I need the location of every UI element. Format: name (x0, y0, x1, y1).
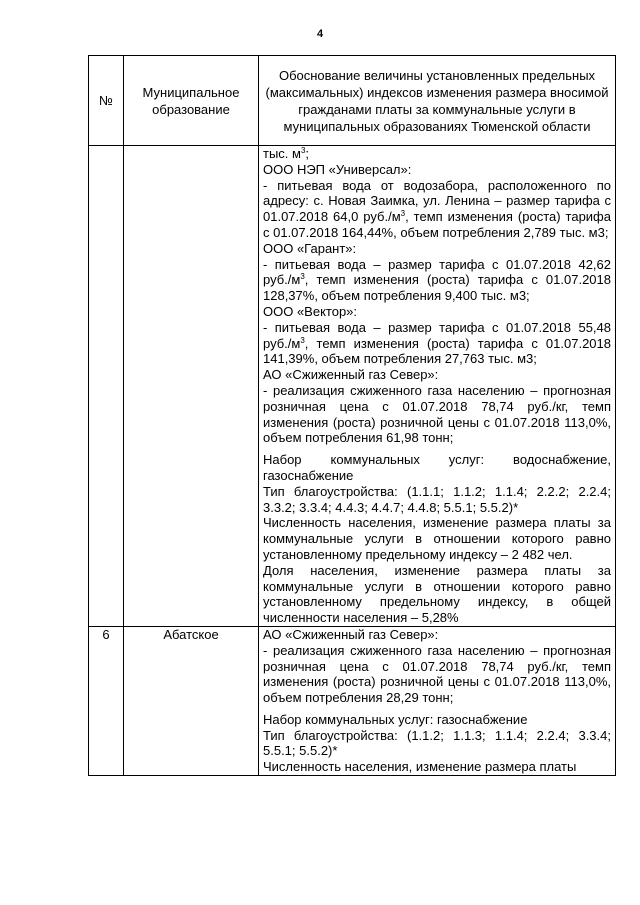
paragraph-text: - реализация сжиженного газа населению – прогнозная розничная цена с 01.07.2018 78,74 руб./кг, темп изменения (роста) розничной цены с 01.07.2018 113,0%, объем потребления 61,98 тонн; (263, 382, 611, 446)
paragraph-text: Доля населения, изменение размера платы за коммунальные услуги в отношении которого равно установленному предельному индексу, в общей численности населения – 5,28% (263, 562, 611, 626)
paragraph-text: - питьевая вода – размер тарифа с 01.07.2018 55,48 руб./м (263, 319, 611, 351)
paragraph-text: ООО «Вектор»: (263, 303, 358, 319)
paragraph-tail: ; (305, 146, 310, 161)
justification-paragraph (263, 383, 611, 446)
justification-paragraph (263, 320, 611, 367)
justification-paragraph (263, 367, 611, 383)
paragraph-text: Набор коммунальных услуг: водоснабжение, газоснабжение (263, 452, 611, 483)
justification-paragraph (263, 728, 611, 760)
justification-paragraph (263, 241, 611, 257)
paragraph-tail: , темп изменения (роста) тарифа с 01.07.2018 164,44%, объем потребления 2,789 тыс. м3; (263, 209, 611, 240)
paragraph-text: тыс. м (263, 146, 301, 161)
paragraph-text: - питьевая вода – размер тарифа с 01.07.2018 42,62 руб./м (263, 256, 611, 288)
justification-paragraph (263, 304, 611, 320)
justification-paragraph (263, 484, 611, 516)
table-header-row (89, 56, 616, 146)
table-row-prev (89, 146, 616, 627)
paragraph-text: АО «Сжиженный газ Север»: (263, 367, 439, 383)
justification-paragraph (263, 257, 611, 304)
justification-paragraph (263, 712, 611, 728)
justification-paragraph (263, 162, 611, 178)
tariff-table (88, 55, 616, 776)
paragraph-text: ООО «Гарант»: (263, 240, 357, 256)
justification-paragraph (263, 627, 611, 643)
paragraph-text: - реализация сжиженного газа населению – прогнозная розничная цена с 01.07.2018 78,74 руб./кг, темп изменения (роста) розничной цены с 01.07.2018 113,0%, объем потребления 28,29 тонн; (263, 642, 611, 706)
paragraph-text: Численность населения, изменение размера платы (263, 759, 577, 775)
row-6-num: 6 (89, 626, 124, 775)
justification-paragraph (263, 452, 611, 484)
row-prev-municipality (124, 146, 259, 627)
superscript: 3 (300, 272, 305, 282)
justification-paragraph (263, 643, 611, 706)
header-num: № (89, 56, 124, 146)
superscript: 3 (300, 146, 306, 155)
superscript: 3 (400, 209, 406, 219)
paragraph-tail: , темп изменения (роста) тарифа с 01.07.2018 141,39%, объем потребления 27,763 тыс. м3; (263, 335, 611, 367)
row-prev-justification (259, 146, 616, 627)
row-6-justification (259, 626, 616, 775)
paragraph-tail: , темп изменения (роста) тарифа с 01.07.2018 128,37%, объем потребления 9,400 тыс. м3; (263, 272, 611, 304)
paragraph-text: - питьевая вода от водозабора, расположенного по адресу: с. Новая Заимка, ул. Ленина – размер тарифа с 01.07.2018 64,0 руб./м (263, 177, 611, 225)
justification-paragraph (263, 178, 611, 241)
header-municipality: Муниципальное образование (124, 56, 259, 146)
paragraph-text: Тип благоустройства: (1.1.1; 1.1.2; 1.1.4; 2.2.2; 2.2.4; 3.3.2; 3.3.4; 4.4.3; 4.4.7; 4.4.8; 5.5.1; 5.5.2)* (263, 483, 611, 515)
justification-paragraph (263, 146, 611, 162)
paragraph-text: АО «Сжиженный газ Север»: (263, 626, 439, 642)
row-prev-num (89, 146, 124, 627)
header-justification: Обоснование величины установленных предельных (максимальных) индексов изменения размера вносимой гражданами платы за коммунальные услуги в муниципальных образованиях Тюменской области (259, 56, 616, 146)
justification-paragraph (263, 515, 611, 562)
justification-paragraph (263, 759, 611, 775)
paragraph-text: Тип благоустройства: (1.1.2; 1.1.3; 1.1.4; 2.2.4; 3.3.4; 5.5.1; 5.5.2)* (263, 727, 611, 759)
row-6-municipality: Абатское (124, 626, 259, 775)
page-number: 4 (316, 28, 324, 40)
paragraph-text: Набор коммунальных услуг: газоснабжение (263, 711, 528, 727)
justification-paragraph (263, 563, 611, 626)
superscript: 3 (300, 335, 305, 345)
table-row-6 (89, 626, 616, 775)
paragraph-text: ООО НЭП «Универсал»: (263, 161, 412, 177)
paragraph-text: Численность населения, изменение размера платы за коммунальные услуги в отношении которого равно установленному предельному индексу – 2 482 чел. (263, 515, 611, 562)
